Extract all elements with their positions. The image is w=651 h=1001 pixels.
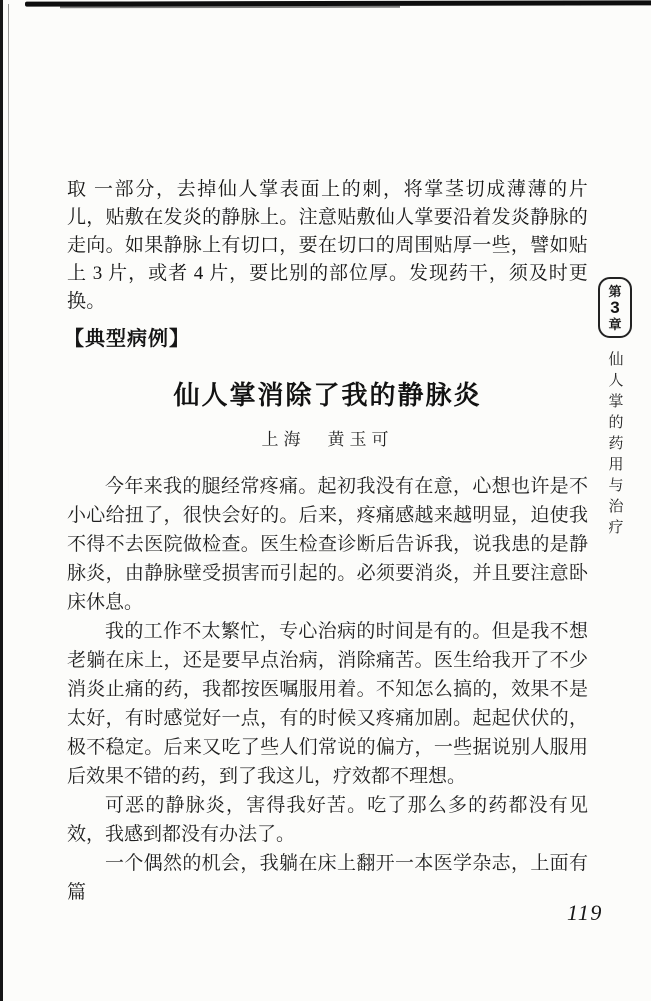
body-paragraph-4: 一个偶然的机会，我躺在床上翻开一本医学杂志，上面有篇	[67, 853, 588, 903]
page-number: 119	[567, 900, 603, 925]
body-paragraph-1: 今年来我的腿经常疼痛。起初我没有在意，心想也许是不小心给扭了，很快会好的。后来，疼痛感越来越明显，迫使我不得不去医院做检查。医生检查诊断后告诉我，说我患的是静脉炎，由静脉壁受损害而引起的。必须要消炎，并且要注意卧床休息。	[67, 476, 588, 613]
article-body	[67, 472, 588, 907]
scan-top-edge-shadow	[60, 6, 400, 9]
chapter-tab	[595, 277, 635, 540]
chapter-suffix: 章	[608, 317, 622, 332]
body-paragraph-3: 可恶的静脉炎，害得我好苦。吃了那么多的药都没有见效，我感到都没有办法了。	[67, 795, 588, 845]
section-label: 【典型病例】	[64, 328, 190, 350]
chapter-number: 3	[610, 298, 620, 317]
scan-left-rule	[8, 4, 9, 544]
article-author: 上海 黄玉可	[261, 430, 394, 449]
chapter-title: 仙人掌的药用与治疗	[606, 351, 623, 540]
intro-paragraph: 取 一部分，去掉仙人掌表面上的刺，将掌茎切成薄薄的片儿，贴敷在发炎的静脉上。注意贴敷仙人掌要沿着发炎静脉的走向。如果静脉上有切口，要在切口的周围贴厚一些，譬如贴上 3 片，或者 4 片，要比别的部位厚。发现药干，须及时更换。	[67, 179, 588, 312]
chapter-prefix: 第	[608, 284, 622, 299]
scan-left-edge	[0, 0, 3, 1001]
body-paragraph-2: 我的工作不太繁忙，专心治病的时间是有的。但是我不想老躺在床上，还是要早点治病，消除痛苦。医生给我开了不少消炎止痛的药，我都按医嘱服用着。不知怎么搞的，效果不是太好，有时感觉好一点，有的时候又疼痛加剧。起起伏伏的，极不稳定。后来又吃了些人们常说的偏方，一些据说别人服用后效果不错的药，到了我这儿，疗效都不理想。	[67, 621, 588, 787]
chapter-badge	[598, 277, 632, 338]
article-title: 仙人掌消除了我的静脉炎	[173, 380, 482, 410]
